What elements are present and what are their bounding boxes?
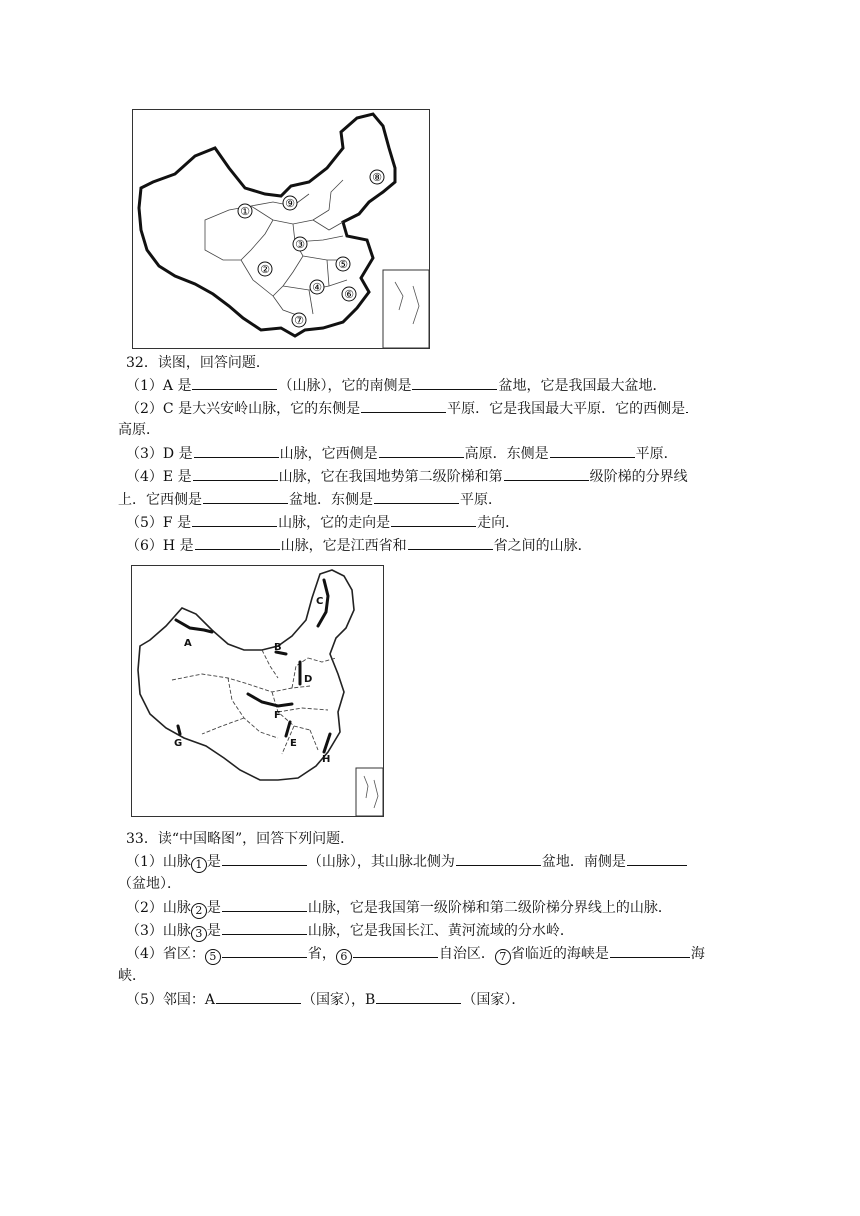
map2-label-h: H <box>322 754 331 765</box>
q32-p4-text-b: 山脉，它在我国地势第二级阶梯和第 <box>278 469 503 485</box>
q32-p4-text-f: 平原． <box>460 492 502 508</box>
q33-p3-text-a: （3）山脉 <box>126 923 191 939</box>
map2-label-d: D <box>304 674 313 685</box>
mountain-range-f <box>248 694 292 706</box>
map2-label-e: E <box>290 738 297 749</box>
q32-p4-text-c: 级阶梯的分界线 <box>589 469 688 485</box>
q33-part2 <box>126 896 732 919</box>
q33-p4-text-c: 自治区． <box>438 946 495 962</box>
map2-label-c: C <box>316 596 324 607</box>
q33-part4 <box>126 942 732 965</box>
q32-part2-cont <box>118 419 724 441</box>
answer-blank[interactable] <box>412 374 497 390</box>
q32-p2-text-b: 平原．它是我国最大平原．它的西侧是 <box>447 401 686 417</box>
q32-part1 <box>126 374 732 397</box>
q33-part3 <box>126 919 732 942</box>
answer-blank[interactable] <box>222 942 307 958</box>
q32-p3-text-d: 平原． <box>635 446 678 462</box>
q32-p5-text-a: （5）F 是 <box>126 515 192 531</box>
south-china-sea-inset <box>356 768 383 816</box>
q32-p5-text-b: 山脉，它的走向是 <box>278 515 391 531</box>
q33-p4-text-d: 省临近的海峡是 <box>510 946 609 962</box>
province-borders <box>205 180 347 318</box>
answer-blank[interactable] <box>408 534 493 550</box>
map2-label-g: G <box>174 738 183 749</box>
answer-blank[interactable] <box>222 896 307 912</box>
answer-blank[interactable] <box>686 397 688 413</box>
answer-blank[interactable] <box>361 397 446 413</box>
south-china-sea-inset <box>383 270 429 348</box>
q32-p1-text-b: （山脉），它的南侧是 <box>278 378 412 394</box>
q32-p6-text-b: 山脉，它是江西省和 <box>280 538 407 554</box>
q33-p2-text-b: 是 <box>206 900 221 916</box>
q33-part5 <box>126 988 732 1011</box>
q33-p1-text-c: （山脉），其山脉北侧为 <box>307 854 455 870</box>
q33-p1-text-d: 盆地．南侧是 <box>541 854 626 870</box>
q32-p4-text-a: （4）E 是 <box>126 469 192 485</box>
q32-part5 <box>126 511 732 534</box>
q32-p1-text-c: 盆地，它是我国最大盆地． <box>498 378 667 394</box>
q33-p1-text-e: （盆地）． <box>118 876 181 892</box>
answer-blank[interactable] <box>216 988 301 1004</box>
q33-number: 33． <box>126 831 158 847</box>
answer-blank[interactable] <box>222 919 307 935</box>
q32-part2 <box>126 397 732 420</box>
map1-label-8: ⑧ <box>372 171 382 184</box>
province-borders <box>172 650 336 754</box>
map1-label-3: ③ <box>295 238 305 251</box>
map-china-numbered <box>132 109 430 349</box>
mountain-range-e <box>286 722 290 736</box>
map1-label-2: ② <box>260 263 270 276</box>
q32-p3-text-a: （3）D 是 <box>126 446 193 462</box>
q33-p2-text-a: （2）山脉 <box>126 900 191 916</box>
q32-part4-cont <box>118 488 724 511</box>
circled-number: 2 <box>191 903 207 919</box>
q33-p5-text-b: （国家），B <box>302 992 376 1008</box>
q33-part1 <box>126 850 732 873</box>
q32-p4-text-e: 盆地．东侧是 <box>289 492 373 508</box>
q33-p3-text-c: 山脉，它是我国长江、黄河流域的分水岭． <box>307 923 574 939</box>
q32-p2-text-a: （2）C 是大兴安岭山脉，它的东侧是 <box>126 401 361 417</box>
q32-part4 <box>126 465 732 488</box>
answer-blank[interactable] <box>627 850 687 866</box>
answer-blank[interactable] <box>192 374 277 390</box>
q33-p5-text-c: （国家）． <box>462 992 526 1008</box>
answer-blank[interactable] <box>203 488 288 504</box>
q32-part3 <box>126 442 732 465</box>
q33-p1-text-a: （1）山脉 <box>126 854 191 870</box>
answer-blank[interactable] <box>376 988 461 1004</box>
circled-number: 5 <box>205 949 221 965</box>
q33-prompt: 读“中国略图”，回答下列问题． <box>157 831 355 847</box>
answer-blank[interactable] <box>194 442 279 458</box>
map1-label-5: ⑤ <box>338 258 348 271</box>
q33-p1-text-b: 是 <box>206 854 221 870</box>
q33-part4-cont <box>118 965 724 987</box>
q32-p3-text-c: 高原．东侧是 <box>464 446 549 462</box>
answer-blank[interactable] <box>374 488 459 504</box>
answer-blank[interactable] <box>222 850 307 866</box>
map1-label-7: ⑦ <box>294 314 304 327</box>
q33-p4-text-b: 省， <box>307 946 336 962</box>
answer-blank[interactable] <box>193 465 278 481</box>
answer-blank[interactable] <box>456 850 541 866</box>
mountain-range-g <box>178 726 180 734</box>
q33-p3-text-b: 是 <box>206 923 221 939</box>
map1-label-4: ④ <box>312 281 322 294</box>
circled-number: 7 <box>495 949 511 965</box>
answer-blank[interactable] <box>391 511 476 527</box>
q33-p4-text-f: 峡． <box>118 968 146 984</box>
circled-number: 3 <box>191 926 207 942</box>
q32-prompt: 读图，回答问题． <box>157 355 270 371</box>
q33-p4-text-e: 海 <box>690 946 705 962</box>
map2-label-b: B <box>274 642 282 653</box>
answer-blank[interactable] <box>550 442 635 458</box>
q32-number: 32． <box>126 355 158 371</box>
mountain-range-a <box>176 620 212 632</box>
map2-label-f: F <box>274 710 281 721</box>
q32-p6-text-a: （6）H 是 <box>126 538 194 554</box>
answer-blank[interactable] <box>195 534 280 550</box>
answer-blank[interactable] <box>379 442 464 458</box>
q33-header <box>126 828 732 850</box>
q33-p4-text-a: （4）省区： <box>126 946 205 962</box>
q32-p4-text-d: 上．它西侧是 <box>118 492 202 508</box>
q32-p3-text-b: 山脉，它西侧是 <box>279 446 378 462</box>
answer-blank[interactable] <box>192 511 277 527</box>
map2-label-a: A <box>184 638 192 649</box>
q32-header <box>126 352 732 374</box>
answer-blank[interactable] <box>610 942 690 958</box>
q32-p1-text-a: （1）A 是 <box>126 378 192 394</box>
answer-blank[interactable] <box>504 465 589 481</box>
map1-label-9: ⑨ <box>285 197 295 210</box>
q32-part6 <box>126 534 732 557</box>
answer-blank[interactable] <box>353 942 438 958</box>
map-china-mountains <box>131 565 384 817</box>
circled-number: 6 <box>336 949 352 965</box>
circled-number: 1 <box>191 857 207 873</box>
map1-label-1: ① <box>240 205 250 218</box>
q33-part1-cont <box>118 873 724 895</box>
map1-label-6: ⑥ <box>344 288 354 301</box>
map2-svg <box>132 566 383 816</box>
map1-svg <box>133 110 429 348</box>
q32-p5-text-c: 走向． <box>477 515 520 531</box>
q32-p6-text-c: 省之间的山脉． <box>493 538 592 554</box>
china-outline <box>139 114 395 336</box>
q33-p2-text-c: 山脉，它是我国第一级阶梯和第二级阶梯分界线上的山脉． <box>307 900 672 916</box>
q32-p2-text-c: 高原． <box>118 422 160 438</box>
q33-p5-text-a: （5）邻国：A <box>126 992 216 1008</box>
